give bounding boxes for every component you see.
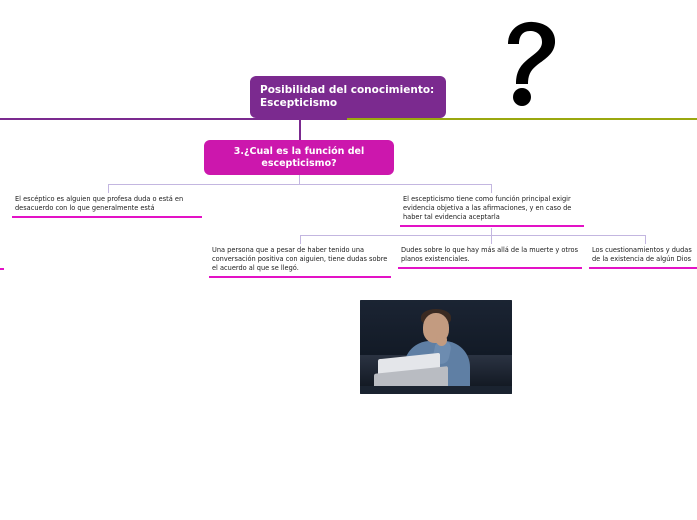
- connector-level4-bus: [300, 235, 645, 236]
- subbranch-node-2[interactable]: [398, 244, 582, 269]
- baseline-left: [0, 118, 347, 120]
- level2-node[interactable]: [204, 140, 394, 175]
- subbranch-node-3[interactable]: [589, 244, 697, 269]
- root-node-label: Posibilidad del conocimiento: Escepticismo: [260, 84, 435, 109]
- subbranch-node-1[interactable]: [209, 244, 391, 278]
- branch-node-1-text: El escéptico es alguien que profesa duda o está en desacuerdo con lo que generalmente está: [15, 195, 184, 212]
- connector-sub3-drop: [645, 235, 646, 244]
- connector-level2-stem: [299, 175, 300, 184]
- baseline-right: [347, 118, 697, 120]
- root-node[interactable]: [250, 76, 446, 118]
- left-edge-stub: [0, 268, 4, 270]
- subbranch-node-2-text: Dudes sobre lo que hay más allá de la muerte y otros planos existenciales.: [401, 246, 579, 263]
- connector-branch2-drop: [491, 184, 492, 193]
- mindmap-image: [360, 300, 512, 394]
- image-desk: [360, 386, 512, 394]
- subbranch-node-1-text: Una persona que a pesar de haber tenido una conversación positiva con aiguien, tiene dudas sobre el acuerdo al que se llegó.: [212, 246, 388, 272]
- level2-node-label: 3.¿Cual es la función del escepticismo?: [233, 146, 365, 169]
- branch-node-2[interactable]: [400, 193, 584, 227]
- question-mark-icon: [496, 18, 562, 106]
- branch-node-1[interactable]: [12, 193, 202, 218]
- branch-node-2-text: El escepticismo tiene como función principal exigir evidencia objetiva a las afirmaciones, y en caso de haber tal evidencia aceptarla: [403, 195, 572, 221]
- connector-branch1-drop: [108, 184, 109, 193]
- connector-sub1-drop: [300, 235, 301, 244]
- connector-branch2-stem: [491, 228, 492, 235]
- connector-sub2-drop: [491, 235, 492, 244]
- subbranch-node-3-text: Los cuestionamientos y dudas de la existencia de algún Dios: [592, 246, 692, 263]
- connector-root-to-level2: [299, 118, 301, 140]
- connector-level3-bus: [108, 184, 491, 185]
- image-person-hand: [436, 334, 447, 346]
